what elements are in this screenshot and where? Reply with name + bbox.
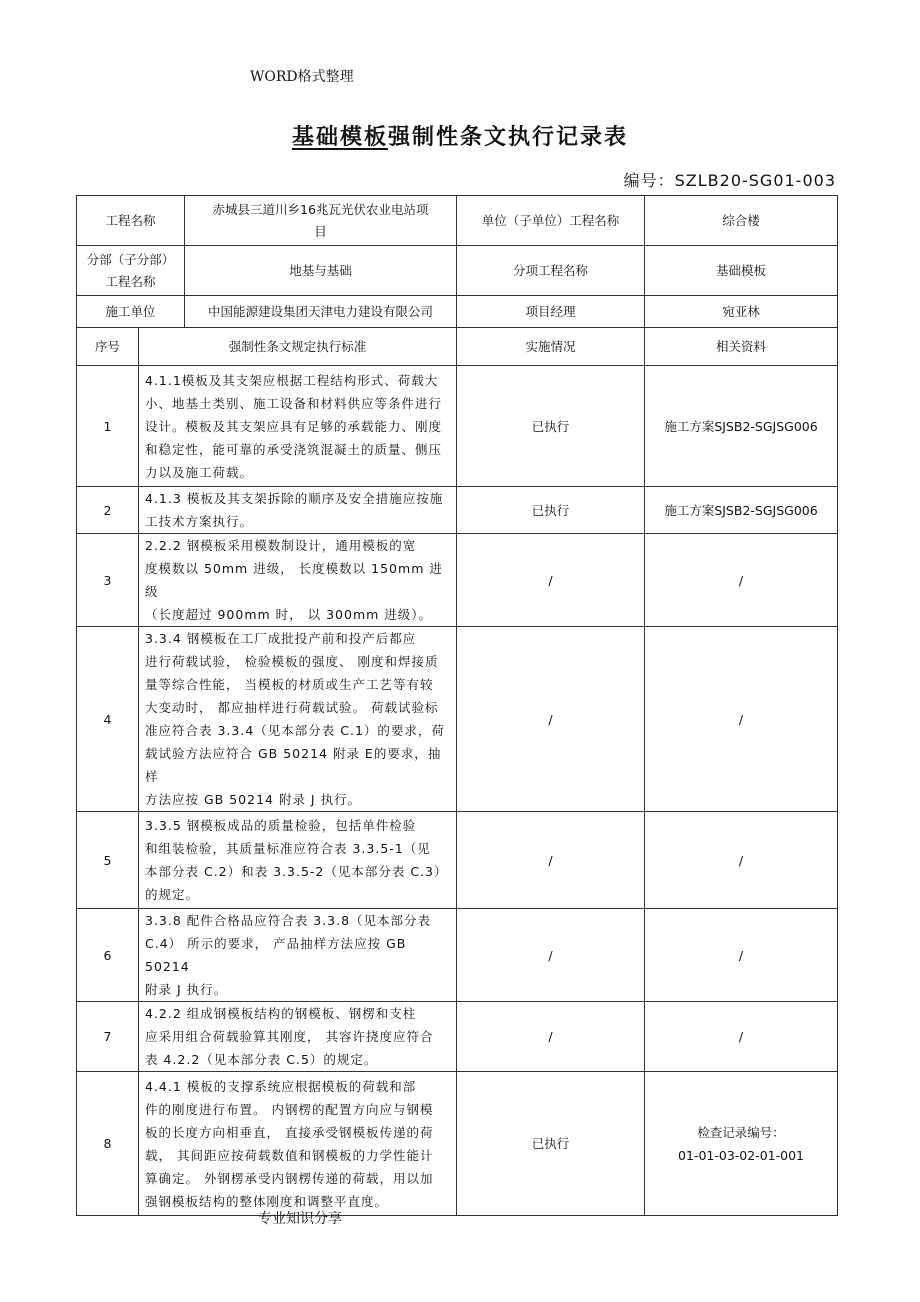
contractor-label: 施工单位 (77, 296, 185, 328)
related-documents (645, 534, 838, 627)
related-documents-line: 检查记录编号： (697, 1124, 785, 1140)
related-documents (645, 487, 838, 534)
info-row-project (77, 196, 838, 246)
info-row-contractor (77, 296, 838, 328)
clause-row (77, 366, 838, 487)
manager-value: 宛亚林 (645, 296, 838, 328)
clause-row (77, 1002, 838, 1072)
clause-number: 4 (77, 627, 139, 812)
clause-text-line: 大变动时， 都应抽样进行荷载试验。 荷载试验标 (145, 700, 439, 715)
document-number: 编号：SZLB20-SG01-003 (623, 171, 836, 190)
related-documents-line: / (738, 1029, 744, 1044)
clause-text-line: 的规定。 (145, 887, 200, 902)
clause-text-line: 本部分表 C.2）和表 3.3.5-2（见本部分表 C.3） (145, 864, 448, 879)
clause-text-line: 度模数以 50mm 进级， 长度模数以 150mm 进级 (145, 561, 443, 599)
clause-text-line: 2.2.2 钢模板采用模数制设计，通用模板的宽 (145, 538, 417, 553)
implementation-status: / (457, 812, 645, 909)
implementation-status: 已执行 (457, 366, 645, 487)
clause-text-line: 4.1.3 模板及其支架拆除的顺序及安全措施应按施 (145, 491, 444, 506)
clause-text-line: 载， 其间距应按荷载数值和钢模板的力学性能计 (145, 1147, 434, 1163)
project-name-line: 目 (314, 223, 327, 239)
clause-number: 5 (77, 812, 139, 909)
related-documents-line: 施工方案SJSB2-SGJSG006 (664, 418, 818, 434)
clause-row (77, 534, 838, 627)
clause-text (139, 909, 457, 1002)
clause-text-line: 准应符合表 3.3.4（见本部分表 C.1）的要求，荷 (145, 723, 445, 738)
division-value: 地基与基础 (185, 246, 457, 296)
contractor-value: 中国能源建设集团天津电力建设有限公司 (185, 296, 457, 328)
clause-text-line: 4.1.1模板及其支架应根据工程结构形式、荷载大 (145, 372, 439, 388)
clause-text (139, 812, 457, 909)
implementation-status: / (457, 534, 645, 627)
title-rest: 强制性条文执行记录表 (388, 125, 629, 150)
clause-text-line: 和组装检验，其质量标准应符合表 3.3.5-1（见 (145, 841, 431, 856)
clause-text-line: 板的长度方向相垂直， 直接承受钢模板传递的荷 (145, 1124, 434, 1140)
column-header-row (77, 328, 838, 366)
clause-text-line: 力以及施工荷载。 (145, 464, 254, 480)
clause-number: 1 (77, 366, 139, 487)
item-label: 分项工程名称 (457, 246, 645, 296)
clause-text-line: 表 4.2.2（见本部分表 C.5）的规定。 (145, 1052, 378, 1067)
clause-text-line: 小、地基土类别、施工设备和材料供应等条件进行 (145, 395, 443, 411)
clause-text-line: （长度超过 900mm 时， 以 300mm 进级）。 (145, 607, 433, 622)
implementation-status: 已执行 (457, 1072, 645, 1216)
clause-row (77, 1072, 838, 1216)
related-documents (645, 909, 838, 1002)
clause-number: 2 (77, 487, 139, 534)
clause-text-line: 4.4.1 模板的支撑系统应根据模板的荷载和部 (145, 1078, 417, 1094)
clause-text-line: 4.2.2 组成钢模板结构的钢模板、钢楞和支柱 (145, 1006, 417, 1021)
manager-label: 项目经理 (457, 296, 645, 328)
col-header-standard: 强制性条文规定执行标准 (139, 328, 457, 366)
related-documents (645, 627, 838, 812)
item-value: 基础模板 (645, 246, 838, 296)
col-header-no: 序号 (77, 328, 139, 366)
clause-text-line: 载试验方法应符合 GB 50214 附录 E的要求，抽样 (145, 746, 442, 784)
clause-number: 8 (77, 1072, 139, 1216)
clause-text-line: 3.3.4 钢模板在工厂成批投产前和投产后都应 (145, 631, 417, 646)
col-header-docs: 相关资料 (645, 328, 838, 366)
clause-text-line: 算确定。 外钢楞承受内钢楞传递的荷载，用以加 (145, 1170, 434, 1186)
clause-row (77, 812, 838, 909)
implementation-status: / (457, 909, 645, 1002)
clause-text (139, 366, 457, 487)
project-name-label: 工程名称 (77, 196, 185, 246)
related-documents (645, 1072, 838, 1216)
related-documents (645, 812, 838, 909)
related-documents-line: 01-01-03-02-01-001 (678, 1147, 804, 1163)
related-documents-line: / (738, 711, 744, 727)
clause-text (139, 1072, 457, 1216)
clause-row (77, 909, 838, 1002)
clause-text-line: C.4） 所示的要求， 产品抽样方法应按 GB 50214 (145, 936, 407, 974)
clause-text-line: 进行荷载试验， 检验模板的强度、 刚度和焊接质 (145, 654, 439, 669)
clause-number: 6 (77, 909, 139, 1002)
clause-text-line: 附录 J 执行。 (145, 982, 228, 997)
related-documents (645, 1002, 838, 1072)
record-table (76, 195, 838, 1216)
clause-text (139, 534, 457, 627)
implementation-status: / (457, 1002, 645, 1072)
clause-text-line: 设计。模板及其支架应具有足够的承载能力、刚度 (145, 418, 443, 434)
clause-text (139, 627, 457, 812)
unit-label: 单位（子单位）工程名称 (457, 196, 645, 246)
clause-text-line: 和稳定性，能可靠的承受浇筑混凝土的质量、侧压 (145, 441, 443, 457)
project-name-line: 赤城县三道川乡16兆瓦光伏农业电站项 (212, 201, 429, 217)
related-documents-line: 施工方案SJSB2-SGJSG006 (664, 502, 818, 518)
clause-text-line: 方法应按 GB 50214 附录 J 执行。 (145, 792, 362, 807)
col-header-status: 实施情况 (457, 328, 645, 366)
clause-text (139, 1002, 457, 1072)
clause-number: 3 (77, 534, 139, 627)
implementation-status: / (457, 627, 645, 812)
footer-note: 专业知识分享 (258, 1211, 342, 1227)
clause-number: 7 (77, 1002, 139, 1072)
clause-row (77, 487, 838, 534)
clause-text-line: 应采用组合荷载验算其刚度， 其容许挠度应符合 (145, 1029, 434, 1044)
division-label-line: 分部（子分部） (86, 251, 175, 267)
division-label-line: 工程名称 (105, 273, 156, 289)
clause-text-line: 工技术方案执行。 (145, 514, 254, 529)
division-label (77, 246, 185, 296)
document-title (0, 120, 920, 151)
implementation-status: 已执行 (457, 487, 645, 534)
related-documents-line: / (738, 947, 744, 963)
header-note: WORD格式整理 (250, 69, 354, 85)
title-underlined-part: 基础模板 (291, 125, 388, 150)
info-row-division (77, 246, 838, 296)
clause-text (139, 487, 457, 534)
clause-text-line: 3.3.5 钢模板成品的质量检验，包括单件检验 (145, 818, 417, 833)
related-documents-line: / (738, 852, 744, 868)
project-name-value (185, 196, 457, 246)
clause-text-line: 量等综合性能， 当模板的材质或生产工艺等有较 (145, 677, 434, 692)
unit-value: 综合楼 (645, 196, 838, 246)
clause-row (77, 627, 838, 812)
clause-text-line: 3.3.8 配件合格品应符合表 3.3.8（见本部分表 (145, 913, 432, 928)
clause-text-line: 件的刚度进行布置。 内钢楞的配置方向应与钢模 (145, 1101, 434, 1117)
related-documents-line: / (738, 572, 744, 588)
related-documents (645, 366, 838, 487)
clause-text-line: 强钢模板结构的整体刚度和调整平直度。 (145, 1193, 389, 1209)
